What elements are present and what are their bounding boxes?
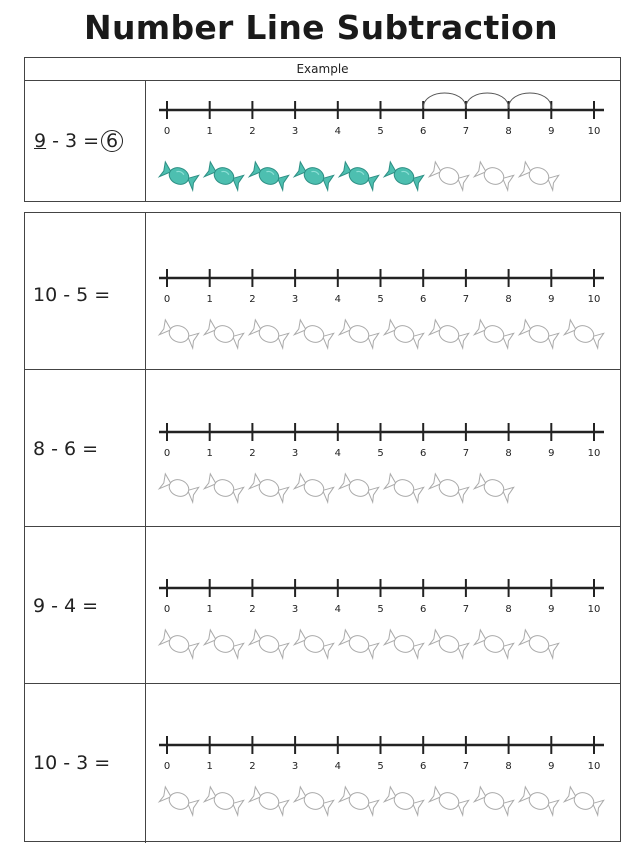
candy-icon — [564, 320, 603, 348]
example-equation-cell — [25, 81, 146, 201]
tick-label: 8 — [505, 604, 512, 615]
candy-icon — [429, 320, 468, 348]
example-number-line — [150, 90, 615, 200]
jump-arc — [509, 93, 552, 108]
page-title: Number Line Subtraction — [84, 8, 558, 47]
tick-label: 10 — [587, 448, 601, 459]
row-divider — [24, 526, 621, 527]
tick-label: 0 — [163, 604, 171, 615]
tick-label: 9 — [548, 761, 555, 772]
tick-label: 7 — [462, 294, 470, 305]
jump-arc — [466, 93, 509, 108]
candy-icon — [294, 320, 333, 348]
candy-icon — [339, 474, 378, 502]
candy-icon — [294, 162, 333, 190]
tick-label: 5 — [377, 294, 384, 305]
candy-icon — [159, 474, 198, 502]
candy-icon — [384, 787, 423, 815]
tick-label: 6 — [420, 604, 427, 615]
candy-icon — [294, 630, 333, 658]
tick-label: 6 — [420, 448, 427, 459]
tick-label: 8 — [505, 761, 512, 772]
tick-label: 7 — [462, 604, 470, 615]
tick-label: 7 — [462, 126, 470, 137]
problem-equation-1: 10 - 5 = — [33, 284, 111, 306]
candy-icon — [429, 162, 468, 190]
tick-label: 3 — [291, 761, 299, 772]
problem-equation-column — [25, 213, 146, 843]
tick-label: 2 — [249, 126, 256, 137]
tick-label: 6 — [420, 761, 427, 772]
candy-icon — [564, 787, 603, 815]
problem-equation-2: 8 - 6 = — [33, 438, 99, 460]
tick-label: 1 — [206, 761, 213, 772]
tick-label: 5 — [377, 448, 384, 459]
candy-icon — [474, 787, 513, 815]
problem-number-line-2 — [150, 412, 615, 512]
tick-label: 10 — [587, 294, 601, 305]
candy-icon — [339, 630, 378, 658]
candy-icon — [384, 162, 423, 190]
tick-label: 4 — [334, 126, 341, 137]
candy-icon — [204, 630, 243, 658]
tick-label: 3 — [291, 448, 299, 459]
candy-icon — [204, 474, 243, 502]
tick-label: 6 — [420, 126, 427, 137]
candy-icon — [249, 474, 288, 502]
tick-label: 4 — [334, 604, 341, 615]
tick-label: 0 — [163, 294, 171, 305]
tick-label: 4 — [334, 761, 341, 772]
candy-icon — [474, 320, 513, 348]
row-divider — [24, 369, 621, 370]
candy-icon — [294, 474, 333, 502]
candy-icon — [474, 162, 513, 190]
tick-label: 9 — [548, 126, 555, 137]
tick-label: 6 — [420, 294, 427, 305]
candy-icon — [519, 320, 558, 348]
tick-label: 5 — [377, 604, 384, 615]
problem-number-line-3 — [150, 568, 615, 668]
tick-label: 5 — [377, 761, 384, 772]
problem-number-line-4 — [150, 725, 615, 825]
tick-label: 5 — [377, 126, 384, 137]
example-header: Example — [24, 57, 621, 80]
tick-label: 10 — [587, 604, 601, 615]
candy-icon — [429, 787, 468, 815]
candy-icon — [519, 630, 558, 658]
tick-label: 4 — [334, 448, 341, 459]
tick-label: 9 — [548, 448, 555, 459]
jump-arc — [423, 93, 466, 108]
tick-label: 8 — [505, 294, 512, 305]
tick-label: 0 — [163, 448, 171, 459]
tick-label: 0 — [163, 761, 171, 772]
tick-label: 10 — [587, 761, 601, 772]
problem-number-line-1 — [150, 258, 615, 358]
tick-label: 7 — [462, 761, 470, 772]
candy-icon — [474, 630, 513, 658]
example-equation — [25, 130, 123, 152]
candy-icon — [159, 787, 198, 815]
candy-icon — [519, 162, 558, 190]
tick-label: 1 — [206, 604, 213, 615]
candy-icon — [249, 162, 288, 190]
candy-icon — [204, 787, 243, 815]
tick-label: 9 — [548, 294, 555, 305]
candy-icon — [339, 320, 378, 348]
example-equation-rest: - 3 = — [46, 130, 100, 152]
problem-equation-4: 10 - 3 = — [33, 752, 111, 774]
candy-icon — [204, 320, 243, 348]
candy-icon — [159, 320, 198, 348]
candy-icon — [519, 787, 558, 815]
tick-label: 1 — [206, 294, 213, 305]
tick-label: 1 — [206, 448, 213, 459]
candy-icon — [159, 162, 198, 190]
candy-icon — [384, 630, 423, 658]
candy-icon — [339, 162, 378, 190]
example-answer-circle: 6 — [101, 130, 123, 152]
tick-label: 3 — [291, 126, 299, 137]
candy-icon — [159, 630, 198, 658]
tick-label: 8 — [505, 448, 512, 459]
candy-icon — [384, 320, 423, 348]
tick-label: 7 — [462, 448, 470, 459]
tick-label: 1 — [206, 126, 213, 137]
tick-label: 0 — [163, 126, 171, 137]
tick-label: 2 — [249, 761, 256, 772]
candy-icon — [474, 474, 513, 502]
candy-icon — [429, 474, 468, 502]
tick-label: 10 — [587, 126, 601, 137]
candy-icon — [339, 787, 378, 815]
tick-label: 9 — [548, 604, 555, 615]
row-divider — [24, 683, 621, 684]
tick-label: 4 — [334, 294, 341, 305]
tick-label: 3 — [291, 604, 299, 615]
candy-icon — [429, 630, 468, 658]
candy-icon — [249, 630, 288, 658]
candy-icon — [384, 474, 423, 502]
tick-label: 2 — [249, 448, 256, 459]
candy-icon — [204, 162, 243, 190]
candy-icon — [249, 787, 288, 815]
candy-icon — [294, 787, 333, 815]
problem-equation-3: 9 - 4 = — [33, 595, 99, 617]
tick-label: 2 — [249, 604, 256, 615]
example-minuend: 9 — [34, 130, 47, 152]
candy-icon — [249, 320, 288, 348]
tick-label: 3 — [291, 294, 299, 305]
tick-label: 2 — [249, 294, 256, 305]
tick-label: 8 — [505, 126, 512, 137]
